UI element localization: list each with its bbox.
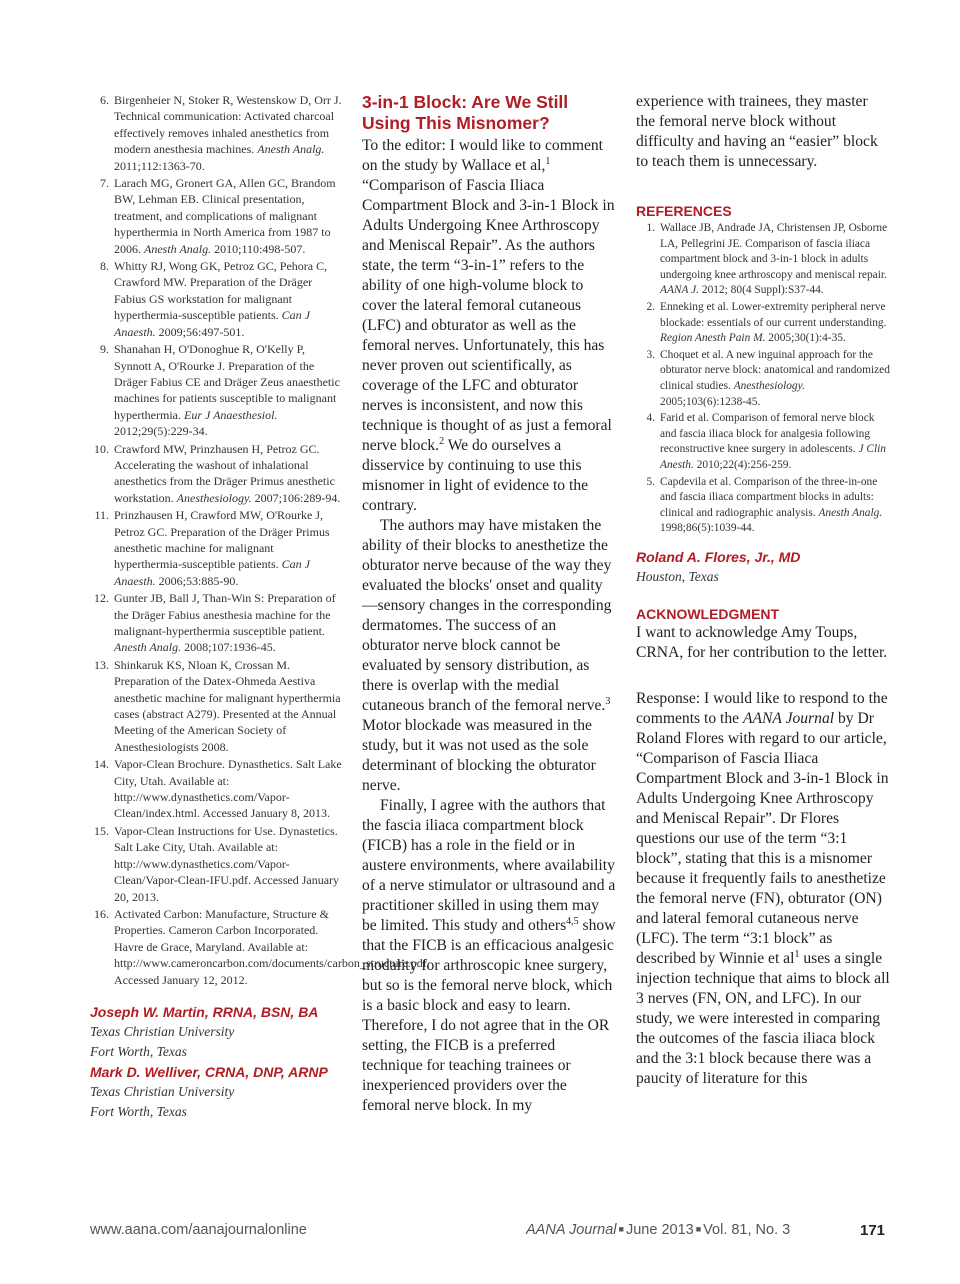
reference-item <box>636 411 890 473</box>
reference-number: 7. <box>100 176 109 191</box>
reference-text: Gunter JB, Ball J, Than-Win S: Preparation of the Dräger Fabius anesthesia machine for the malignant-hyperthermia susceptible patient. <box>114 591 336 638</box>
reference-citation: 2012; 80(4 Suppl):S37-44. <box>699 284 824 297</box>
reference-citation: 2005;30(1):4-35. <box>765 332 846 345</box>
reference-item <box>90 823 342 905</box>
footer-journal-name: AANA Journal <box>526 1222 617 1238</box>
letter-text: I would like to comment on the study by Wallace et al, <box>362 137 604 174</box>
reference-number: 3. <box>646 348 655 361</box>
citation-superscript: 2 <box>439 435 445 447</box>
acknowledgment-text: I want to acknowledge Amy Toups, CRNA, for her contribution to the letter. <box>636 623 888 661</box>
reference-text: Enneking et al. Lower-extremity peripheral nerve blockade: essentials of our current understanding. <box>660 300 887 329</box>
reference-text: Shinkaruk KS, Nloan K, Crossan M. Preparation of the Datex-Ohmeda Aestiva anesthetic machine for malignant hyperthermia cases (abstract A279). Presented at the Annual Meeting of the American Society of Anesthesiologists 2008. <box>114 657 341 754</box>
letter-continuation: experience with trainees, they master the femoral nerve block without difficulty and having an “easier” block to teach them is unnecessary. <box>636 93 878 170</box>
letter-paragraph-2 <box>362 516 616 796</box>
reference-text: Choquet et al. A new inguinal approach for the obturator nerve block: anatomical and randomized clinical studies. <box>660 348 890 392</box>
bullet-separator: ■ <box>618 1224 624 1234</box>
reference-number: 6. <box>100 93 109 107</box>
reference-text: Capdevila et al. Comparison of the three-in-one and fascia iliaca compartment blocks in adults: clinical and radiographic analysis. <box>660 475 878 519</box>
reference-journal: Can J Anaesth. <box>114 557 310 588</box>
reference-number: 10. <box>94 441 109 456</box>
reference-citation: 2010;22(4):256-259. <box>693 458 792 471</box>
reference-journal: Anesth Analg. <box>818 506 883 519</box>
reference-citation: 2009;56:497-501. <box>155 324 245 339</box>
bullet-separator: ■ <box>695 1224 702 1234</box>
letter-text: show that the FICB is an efficacious analgesic modality for arthroscopic knee surgery, but so is the femoral nerve block, which is a basic block and easy to learn. Therefore, I do not agree that in the OR setting, the FICB is a preferred technique for teaching trainees or inexperienced providers over the femoral nerve block. In my <box>362 917 616 1114</box>
reference-item <box>90 92 342 174</box>
reference-citation: 2005;103(6):1238-45. <box>660 395 761 408</box>
letter-author-affiliation: Houston, Texas <box>636 568 719 584</box>
reference-item <box>90 590 342 656</box>
reference-journal: Anesth Analg. <box>144 241 212 256</box>
article-title: 3-in-1 Block: Are We Still Using This Misnomer? <box>362 92 569 133</box>
author-name: Mark D. Welliver, CRNA, DNP, ARNP <box>90 1063 328 1080</box>
right-column <box>636 92 890 1089</box>
reference-citation: 2008;107:1936-45. <box>181 640 276 655</box>
reference-number: 8. <box>100 259 109 274</box>
reference-journal: J Clin Anesth. <box>660 443 886 471</box>
acknowledgment-heading: ACKNOWLEDGMENT <box>636 605 780 622</box>
reference-number: 11. <box>94 508 109 523</box>
reference-number: 4. <box>646 412 655 425</box>
reference-item <box>90 258 342 340</box>
reference-item <box>90 756 342 822</box>
author-name: Joseph W. Martin, RRNA, BSN, BA <box>90 1003 319 1020</box>
reference-number: 13. <box>94 657 109 672</box>
response-text: by Dr Roland Flores with regard to our article, “Comparison of Fascia Iliaca Compartment Block and 3-in-1 Block in Adults Undergoing Knee Arthroscopy and Meniscal Repair”. Dr Flores questions our use of the term “3:1 block”, stating that this is a misnomer because it frequently fails to anesthetize the femoral nerve (FN), obturator (ON) and lateral femoral cutaneous nerve (LFC). The term “3:1 block” as described by Winnie et al <box>636 709 889 967</box>
reference-number: 5. <box>646 475 655 488</box>
letter-lead: To the editor: <box>362 137 446 154</box>
reference-number: 1. <box>646 222 655 234</box>
reference-journal: Can J Anaesth. <box>114 308 310 339</box>
reference-number: 2. <box>646 300 655 313</box>
letter-text: The authors may have mistaken the ability of their blocks to anesthetize the obturator nerve because of the way they evaluated the blocks' onset and quality—sensory changes in the corresponding dermatomes. The success of an obturator nerve block cannot be evaluated by sensory distribution, as there is overlap with the medial cutaneous branch of the femoral nerve. <box>362 517 612 714</box>
response-paragraph <box>636 689 890 1089</box>
reference-number: 12. <box>94 591 109 606</box>
citation-superscript: 3 <box>605 695 611 707</box>
reference-number: 14. <box>94 757 109 772</box>
reference-text: Birgenheier N, Stoker R, Westenskow D, Orr J. Technical communication: Activated charcoal effectively removes inhaled anesthetics from modern anesthesia machines. <box>114 93 342 157</box>
reference-citation: 2006;53:885-90. <box>155 573 239 588</box>
author-block <box>90 1002 342 1122</box>
reference-number: 9. <box>100 342 109 357</box>
reference-item <box>90 341 342 439</box>
reference-journal: Region Anesth Pain M. <box>660 332 766 345</box>
reference-citation: 2007;106:289-94. <box>251 490 341 505</box>
footer-url: www.aana.com/aanajournalonline <box>90 1222 307 1238</box>
page-number: 171 <box>860 1222 886 1239</box>
letter-author-name: Roland A. Flores, Jr., MD <box>636 548 801 565</box>
reference-text: Whitty RJ, Wong GK, Petroz GC, Pehora C, Crawford MW. Preparation of the Dräger Fabius GS workstation for malignant hyperthermia-susceptible patients. <box>114 259 328 323</box>
reference-text: Activated Carbon: Manufacture, Structure & Properties. Cameron Carbon Incorporated. Havre de Grace, Maryland. Available at: http://www.cameroncarbon.com/documents/carbon_structure.pdf. Accessed January 12, 2012. <box>114 906 430 987</box>
reference-journal: Eur J Anaesthesiol. <box>183 407 278 422</box>
reference-citation: 1998;86(5):1039-44. <box>660 522 755 535</box>
reference-journal: Anesth Analg. <box>114 640 182 655</box>
response-text: uses a single injection technique that aims to block all 3 nerves (FN, ON, and LFC). In our study, we were interested in comparing the outcomes of the fascia iliaca block and the 3:1 block because there was a paucity of literature for this <box>636 949 890 1087</box>
reference-number: 15. <box>94 823 109 838</box>
author-affiliation: Texas Christian University <box>90 1083 235 1099</box>
letter-paragraph-1 <box>362 136 616 516</box>
footer-date: June 2013 <box>625 1222 694 1238</box>
reference-text: Vapor-Clean Brochure. Dynasthetics. Salt Lake City, Utah. Available at: http://www.dynasthetics.com/Vapor-Clean/index.html. Accessed January 8, 2013. <box>114 757 342 821</box>
author-affiliation: Texas Christian University <box>90 1023 235 1039</box>
reference-journal: AANA J. <box>660 284 700 297</box>
reference-citation: 2011;112:1363-70. <box>114 158 205 173</box>
citation-superscript: 1 <box>545 155 551 167</box>
reference-text: Wallace JB, Andrade JA, Christensen JP, Osborne LA, Pellegrini JE. Comparison of fascia iliaca compartment block and 3-in-1 block in adults undergoing knee arthroscopy and meniscal repair. <box>660 222 888 281</box>
footer-volume: Vol. 81, No. 3 <box>703 1222 791 1238</box>
letter-paragraph-3 <box>362 796 616 1116</box>
response-text: I would like to respond to the comments to the <box>636 689 888 727</box>
reference-item <box>636 348 890 410</box>
reference-item <box>636 475 890 537</box>
reference-text: Larach MG, Gronert GA, Allen GC, Brandom BW, Lehman EB. Clinical presentation, treatment, and complications of malignant hyperthermia in North America from 1987 to 2006. <box>114 176 336 256</box>
reference-citation: 2012;29(5):229-34. <box>114 424 208 439</box>
reference-item <box>636 221 890 299</box>
reference-text: Vapor-Clean Instructions for Use. Dynastetics. Salt Lake City, Utah. Available at: http://www.dynasthetics.com/Vapor-Clean/Vapor-Clean-IFU.pdf. Accessed January 20, 2013. <box>114 823 340 904</box>
reference-journal: Anesthesiology. <box>176 490 252 505</box>
author-affiliation: Fort Worth, Texas <box>90 1103 187 1119</box>
letter-text: Motor blockade was measured in the study, but it was not used as the sole determinant of blocking the obturator nerve. <box>362 717 596 794</box>
reference-item <box>636 300 890 347</box>
reference-text: Farid et al. Comparison of femoral nerve block and fascia iliaca block for analgesia following reconstructive knee surgery in adolescents. <box>660 412 875 456</box>
letter-reference-list <box>636 221 890 537</box>
response-journal-name: AANA Journal <box>742 709 835 727</box>
middle-column <box>362 92 616 1116</box>
letter-text: “Comparison of Fascia Iliaca Compartment Block and 3-in-1 Block in Adults Undergoing Knee Arthroscopy and Meniscal Repair”. As the authors state, the term “3-in-1” refers to the ability of one high-volume block to cover the lateral femoral cutaneous (LFC) and obturator as well as the femoral nerves. Unfortunately, this has never proven out scientifically, as coverage of the LFC and obturator nerves is inconsistent, and now this technique is thought of as just a femoral nerve block. <box>362 177 615 454</box>
references-heading: REFERENCES <box>636 203 732 219</box>
reference-text: Crawford MW, Prinzhausen H, Petroz GC. Accelerating the washout of inhalational anesthetics from the Dräger Primus anesthetic workstation. <box>114 441 335 505</box>
reference-item <box>90 657 342 755</box>
citation-superscript: 1 <box>794 948 800 960</box>
reference-number: 16. <box>94 906 109 921</box>
reference-journal: Anesth Analg. <box>257 142 325 157</box>
reference-item <box>90 175 342 257</box>
reference-citation: 2010;110:498-507. <box>211 241 306 256</box>
reference-journal: Anesthesiology. <box>733 379 805 392</box>
reference-text: Prinzhausen H, Crawford MW, O'Rourke J, Petroz GC. Preparation of the Dräger Primus anesthetic machine for malignant hyperthermia-susceptible patients. <box>114 508 330 572</box>
reference-item <box>90 906 430 988</box>
citation-superscript: 4,5 <box>566 915 579 927</box>
response-lead: Response: <box>636 689 701 707</box>
author-affiliation: Fort Worth, Texas <box>90 1043 187 1059</box>
reference-text: Shanahan H, O'Donoghue R, O'Kelly P, Synnott A, O'Rourke J. Preparation of the Dräger Fabius CE and Dräger Zeus anaesthetic machines for patients susceptible to malignant hyperthermia. <box>114 342 340 422</box>
letter-text: We do ourselves a disservice by continuing to use this misnomer in light of evidence to the contrary. <box>362 437 589 514</box>
footer-journal-info <box>526 1222 790 1238</box>
letter-text: Finally, I agree with the authors that the fascia iliaca compartment block (FICB) has a role in the field or in austere environments, where availability of a nerve stimulator or ultrasound and a practitioner skilled in using them may be limited. This study and others <box>362 797 616 934</box>
reference-item <box>90 441 342 507</box>
reference-item <box>90 507 342 589</box>
